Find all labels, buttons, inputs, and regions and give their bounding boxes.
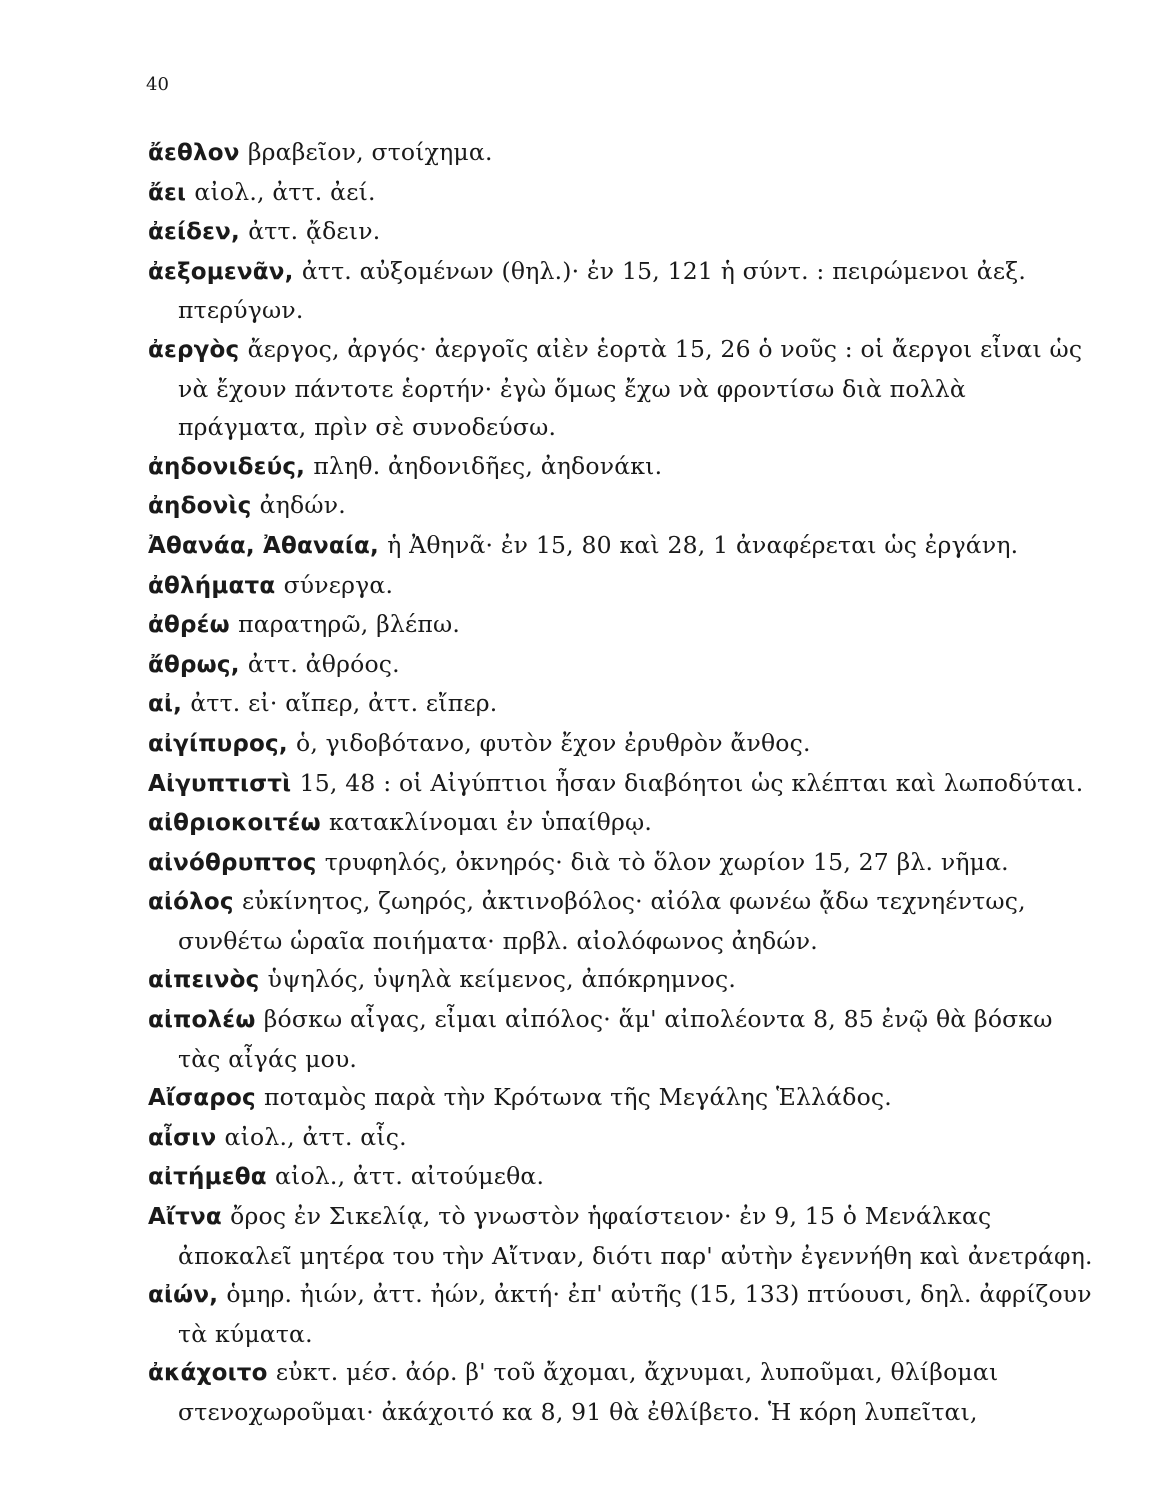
- entry-definition: σύνεργα.: [283, 570, 394, 599]
- dictionary-entry: [148, 486, 1101, 526]
- dictionary-entry: [148, 882, 1101, 960]
- dictionary-entry: [148, 1157, 1101, 1197]
- entry-definition: ἀττ. ᾄδειν.: [248, 217, 381, 246]
- entry-definition: ὁ, γιδοβότανο, φυτὸν ἔχον ἐρυθρὸν ἄνθος.: [295, 728, 811, 757]
- entry-headword: αἰών,: [148, 1282, 219, 1309]
- entry-headword: αἰγίπυρος,: [148, 730, 288, 757]
- entry-headword: αἶσιν: [148, 1124, 217, 1151]
- entry-headword: ἀεργὸς: [148, 336, 240, 363]
- dictionary-entry: [148, 1000, 1101, 1078]
- dictionary-entry: [148, 173, 1101, 213]
- entry-definition: βραβεῖον, στοίχημα.: [247, 138, 493, 166]
- entry-list: [148, 133, 1101, 1432]
- entry-definition: αἰολ., ἀττ. ἀεί.: [194, 177, 376, 206]
- entry-headword: Αἴτνα: [148, 1204, 222, 1231]
- entry-headword: αἰ,: [148, 691, 183, 718]
- entry-definition: ὁμηρ. ἠιών, ἀττ. ἠών, ἀκτή· ἐπ' αὐτῆς (15, 133) πτύουσι, δηλ. ἀφρίζουν τὰ κύματα.: [178, 1280, 1092, 1348]
- entry-definition: ὑψηλός, ὑψηλὰ κείμενος, ἀπόκρημνος.: [267, 965, 737, 994]
- dictionary-entry: [148, 1197, 1101, 1275]
- entry-headword: ἀηδονιδεύς,: [148, 453, 306, 480]
- entry-definition: ἀηδών.: [259, 491, 346, 520]
- entry-definition: 15, 48 : οἱ Αἰγύπτιοι ἦσαν διαβόητοι ὡς κλέπται καὶ λωποδύται.: [299, 768, 1084, 797]
- dictionary-entry: [148, 133, 1101, 173]
- entry-definition: τρυφηλός, ὀκνηρός· διὰ τὸ ὅλον χωρίον 15, 27 βλ. νῆμα.: [324, 847, 1009, 876]
- dictionary-entry: [148, 526, 1101, 566]
- entry-headword: αἰθριοκοιτέω: [148, 810, 321, 837]
- page-number: 40: [146, 74, 169, 95]
- dictionary-entry: [148, 960, 1101, 1000]
- dictionary-entry: [148, 447, 1101, 487]
- entry-headword: ἀηδονὶς: [148, 493, 252, 520]
- dictionary-entry: [148, 724, 1101, 764]
- entry-headword: αἰτήμεθα: [148, 1164, 267, 1191]
- entry-headword: αἰόλος: [148, 889, 234, 916]
- entry-headword: ἀθλήματα: [148, 572, 276, 599]
- dictionary-entry: [148, 212, 1101, 252]
- entry-headword: ἀεξομενᾶν,: [148, 258, 294, 285]
- dictionary-entry: [148, 1118, 1101, 1158]
- dictionary-entry: [148, 645, 1101, 685]
- entry-definition: αἰολ., ἀττ. αἷς.: [224, 1122, 407, 1151]
- entry-headword: αἰπεινὸς: [148, 967, 260, 994]
- dictionary-entry: [148, 1353, 1101, 1431]
- entry-headword: ἀθρέω: [148, 612, 230, 639]
- dictionary-entry: [148, 1078, 1101, 1118]
- dictionary-entry: [148, 605, 1101, 645]
- entry-headword: Αἴσαρος: [148, 1085, 256, 1112]
- dictionary-entry: [148, 566, 1101, 606]
- dictionary-entry: [148, 803, 1101, 843]
- entry-headword: ἀείδεν,: [148, 219, 240, 246]
- entry-definition: ἀττ. εἰ· αἴπερ, ἀττ. εἴπερ.: [190, 689, 498, 718]
- entry-headword: Αἰγυπτιστὶ: [148, 770, 292, 797]
- entry-definition: πληθ. ἀηδονιδῆες, ἀηδονάκι.: [313, 451, 663, 480]
- dictionary-entry: [148, 843, 1101, 883]
- entry-definition: βόσκω αἶγας, εἶμαι αἰπόλος· ἅμ' αἰπολέοντα 8, 85 ἐνῷ θὰ βόσκω τὰς αἶγάς μου.: [178, 1005, 1053, 1073]
- entry-definition: παρατηρῶ, βλέπω.: [238, 610, 461, 639]
- entry-headword: αἰνόθρυπτος: [148, 849, 317, 876]
- entry-definition: ἡ Ἀθηνᾶ· ἐν 15, 80 καὶ 28, 1 ἀναφέρεται ὡς ἐργάνη.: [387, 530, 1019, 559]
- dictionary-entry: [148, 330, 1101, 447]
- entry-headword: ἄθρως,: [148, 651, 240, 678]
- entry-headword: αἰπολέω: [148, 1007, 256, 1034]
- entry-definition: ἄεργος, ἀργός· ἀεργοῖς αἰὲν ἑορτὰ 15, 26 ὁ νοῦς : οἱ ἄεργοι εἶναι ὡς νὰ ἔχουν πάντοτε ἑορτήν· ἐγὼ ὅμως ἔχω νὰ φροντίσω διὰ πολλὰ πράγματα, πρὶν σὲ συνοδεύσω.: [178, 334, 1083, 442]
- dictionary-entry: [148, 764, 1101, 804]
- entry-headword: ἀκάχοιτο: [148, 1360, 268, 1387]
- entry-headword: Ἀθανάα, Ἀθαναία,: [148, 532, 379, 559]
- entry-definition: ἀττ. ἀθρόος.: [247, 649, 400, 678]
- dictionary-entry: [148, 1275, 1101, 1353]
- entry-definition: ὄρος ἐν Σικελίᾳ, τὸ γνωστὸν ἡφαίστειον· ἐν 9, 15 ὁ Μενάλκας ἀποκαλεῖ μητέρα του τὴν Αἴτναν, διότι παρ' αὐτὴν ἐγεννήθη καὶ ἀνετράφη.: [178, 1202, 1093, 1270]
- entry-definition: ποταμὸς παρὰ τὴν Κρότωνα τῆς Μεγάλης Ἑλλάδος.: [264, 1083, 892, 1112]
- entry-definition: κατακλίνομαι ἐν ὑπαίθρῳ.: [329, 808, 653, 837]
- entry-headword: ἄεθλον: [148, 140, 240, 166]
- entry-definition: εὐκτ. μέσ. ἀόρ. β' τοῦ ἄχομαι, ἄχνυμαι, λυποῦμαι, θλίβομαι στενοχωροῦμαι· ἀκάχοιτό κα 8, 91 θὰ ἐθλίβετο. Ἡ κόρη λυπεῖται,: [178, 1358, 999, 1426]
- entry-definition: εὐκίνητος, ζωηρός, ἀκτινοβόλος· αἰόλα φωνέω ᾄδω τεχνηέντως, συνθέτω ὡραῖα ποιήματα· πρβλ. αἰολόφωνος ἀηδών.: [178, 887, 1026, 955]
- dictionary-entry: [148, 252, 1101, 330]
- entry-definition: αἰολ., ἀττ. αἰτούμεθα.: [274, 1162, 545, 1191]
- entry-headword: ἄει: [148, 179, 187, 206]
- dictionary-entry: [148, 684, 1101, 724]
- entry-definition: ἀττ. αὐξομένων (θηλ.)· ἐν 15, 121 ἡ σύντ. : πειρώμενοι ἀεξ. πτερύγων.: [178, 256, 1027, 325]
